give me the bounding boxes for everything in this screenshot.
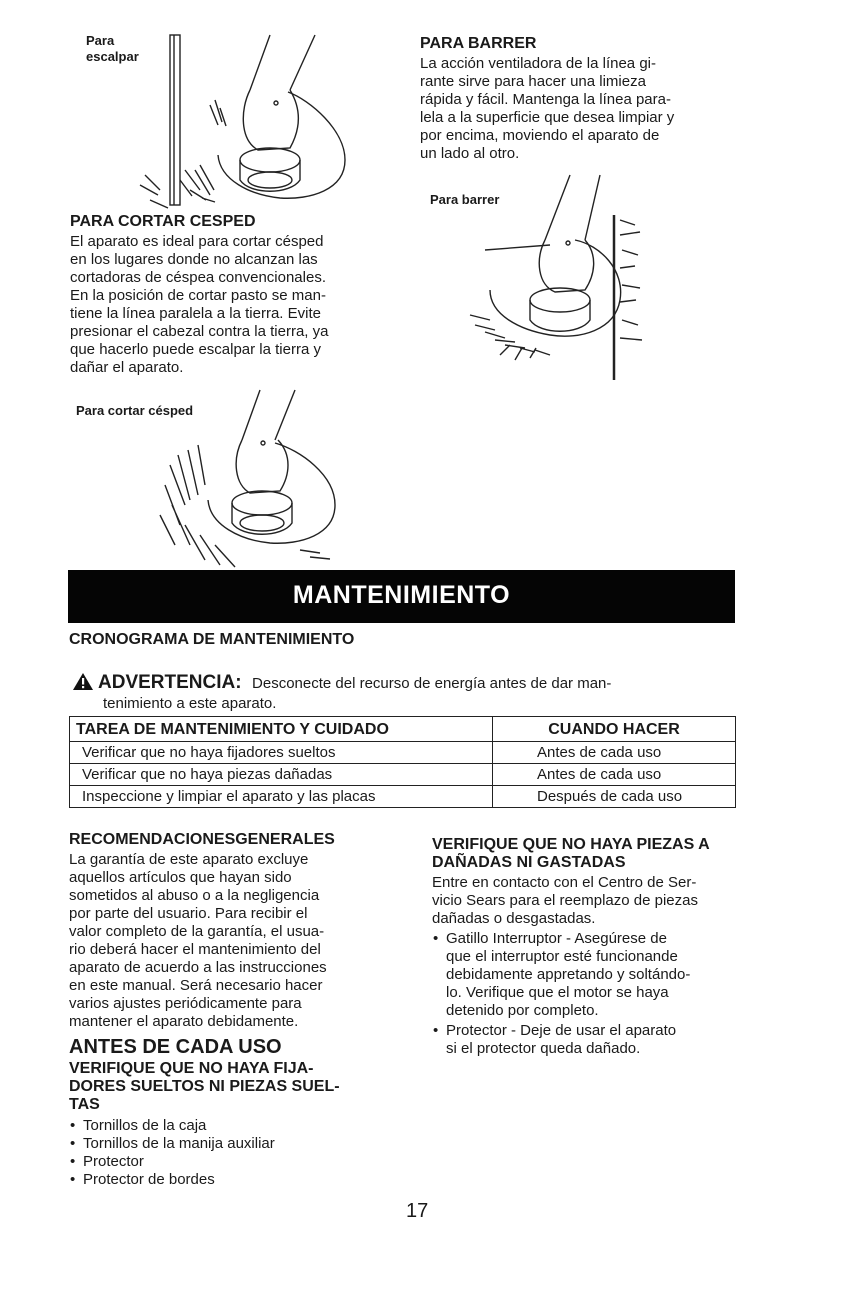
section-banner (68, 570, 735, 623)
before-use-heading: ANTES DE CADA USO (69, 1036, 282, 1058)
mow-paragraph (70, 233, 328, 377)
mow-line: dañar el aparato. (70, 359, 184, 376)
warning-line (98, 672, 611, 694)
damaged-heading (432, 836, 710, 872)
list-item: • Tornillos de la manija auxiliar (69, 1135, 275, 1153)
table-row (70, 742, 736, 764)
damaged-item-line: lo. Verifique que el motor se haya (446, 984, 669, 1001)
table-cell-when: Después de cada uso (493, 786, 736, 808)
list-item (432, 1022, 676, 1058)
general-line: mantener el aparato debidamente. (69, 1013, 299, 1030)
list-item (432, 930, 690, 1020)
mow-line: que hacerlo puede escalpar la tierra y (70, 341, 321, 358)
sweep-paragraph (420, 55, 674, 163)
table-header-task: TAREA DE MANTENIMIENTO Y CUIDADO (70, 717, 493, 742)
scalp-caption-line: Para (86, 33, 115, 48)
table-cell-task: Verificar que no haya piezas dañadas (70, 764, 493, 786)
scalp-illustration (140, 30, 370, 215)
mow-line: En la posición de cortar pasto se man- (70, 287, 326, 304)
general-line: aparato de acuerdo a las instrucciones (69, 959, 327, 976)
table-cell-when: Antes de cada uso (493, 742, 736, 764)
before-use-subheading (69, 1060, 340, 1114)
table-row (70, 786, 736, 808)
damaged-item-guard (432, 1022, 676, 1058)
section-banner-title: MANTENIMIENTO (292, 581, 511, 609)
damaged-intro-line: Entre en contacto con el Centro de Ser- (432, 874, 697, 891)
damaged-item-line: si el protector queda dañado. (446, 1040, 641, 1057)
sweep-caption: Para barrer (430, 192, 500, 207)
before-use-subheading-line: TAS (69, 1096, 100, 1113)
general-line: valor completo de la garantía, el usua- (69, 923, 325, 940)
table-cell-task: Inspeccione y limpiar el aparato y las placas (70, 786, 493, 808)
general-line: La garantía de este aparato excluye (69, 851, 309, 868)
sweep-heading: PARA BARRER (420, 35, 537, 52)
mow-line: presionar el cabezal contra la tierra, ya (70, 323, 329, 340)
warning-label: ADVERTENCIA: (98, 672, 242, 693)
table-cell-task: Verificar que no haya fijadores sueltos (70, 742, 493, 764)
damaged-item-line: que el interruptor esté funcionande (446, 948, 678, 965)
mow-heading: PARA CORTAR CESPED (70, 213, 256, 230)
damaged-item-trigger (432, 930, 690, 1020)
sweep-line: rante sirve para hacer una limieza (420, 73, 646, 90)
damaged-heading-line: VERIFIQUE QUE NO HAYA PIEZAS A (432, 836, 710, 853)
mow-line: cortadoras de céspea convencionales. (70, 269, 326, 286)
sweep-line: un lado al otro. (420, 145, 520, 162)
table-cell-when: Antes de cada uso (493, 764, 736, 786)
table-header-row (70, 717, 736, 742)
bullet: • (433, 930, 439, 947)
general-paragraph (69, 851, 327, 1031)
damaged-intro-line: vicio Sears para el reemplazo de piezas (432, 892, 698, 909)
list-item: • Protector (69, 1153, 275, 1171)
warning-text-cont: tenimiento a este aparato. (103, 695, 277, 712)
bullet: • (433, 1022, 439, 1039)
table-row (70, 764, 736, 786)
sweep-line: rápida y fácil. Mantenga la línea para- (420, 91, 671, 108)
sweep-line: La acción ventiladora de la línea gi- (420, 55, 656, 72)
damaged-item-line: detenido por completo. (446, 1002, 599, 1019)
before-use-subheading-line: VERIFIQUE QUE NO HAYA FIJA- (69, 1060, 314, 1077)
damaged-heading-line: DAÑADAS NI GASTADAS (432, 854, 626, 871)
before-use-list (69, 1117, 275, 1189)
list-item: • Tornillos de la caja (69, 1117, 275, 1135)
scalp-caption-line: escalpar (86, 49, 139, 64)
general-line: sometidos al abuso o a la negligencia (69, 887, 320, 904)
table-header-when: CUANDO HACER (493, 717, 736, 742)
general-line: aquellos artículos que hayan sido (69, 869, 292, 886)
damaged-item-line: Gatillo Interruptor - Asegúrese de (446, 930, 667, 947)
warning-icon (72, 672, 94, 691)
damaged-item-line: Protector - Deje de usar el aparato (446, 1022, 677, 1039)
general-line: por parte del usuario. Para recibir el (69, 905, 308, 922)
warning-text: Desconecte del recurso de energía antes de dar man- (252, 675, 612, 692)
mow-caption: Para cortar césped (76, 403, 194, 418)
damaged-intro-line: dañadas o desgastadas. (432, 910, 596, 927)
sweep-line: lela a la superficie que desea limpiar y (420, 109, 675, 126)
list-item: • Protector de bordes (69, 1171, 275, 1189)
mow-line: tiene la línea paralela a la tierra. Evite (70, 305, 321, 322)
mow-line: en los lugares donde no alcanzan las (70, 251, 318, 268)
damaged-intro (432, 874, 698, 928)
sweep-line: por encima, moviendo el aparato de (420, 127, 660, 144)
schedule-title: CRONOGRAMA DE MANTENIMIENTO (69, 631, 355, 648)
sweep-illustration (450, 170, 680, 390)
general-line: en este manual. Será necesario hacer (69, 977, 323, 994)
general-heading: RECOMENDACIONESGENERALES (69, 831, 335, 848)
damaged-item-line: debidamente appretando y soltándo- (446, 966, 691, 983)
general-line: varios ajustes periódicamente para (69, 995, 302, 1012)
maintenance-table (69, 716, 736, 808)
before-use-subheading-line: DORES SUELTOS NI PIEZAS SUEL- (69, 1078, 340, 1095)
general-line: rio deberá hacer el mantenimiento del (69, 941, 321, 958)
mow-line: El aparato es ideal para cortar césped (70, 233, 324, 250)
scalp-caption (86, 33, 139, 65)
mow-illustration (150, 385, 360, 570)
page-number: 17 (406, 1200, 429, 1222)
